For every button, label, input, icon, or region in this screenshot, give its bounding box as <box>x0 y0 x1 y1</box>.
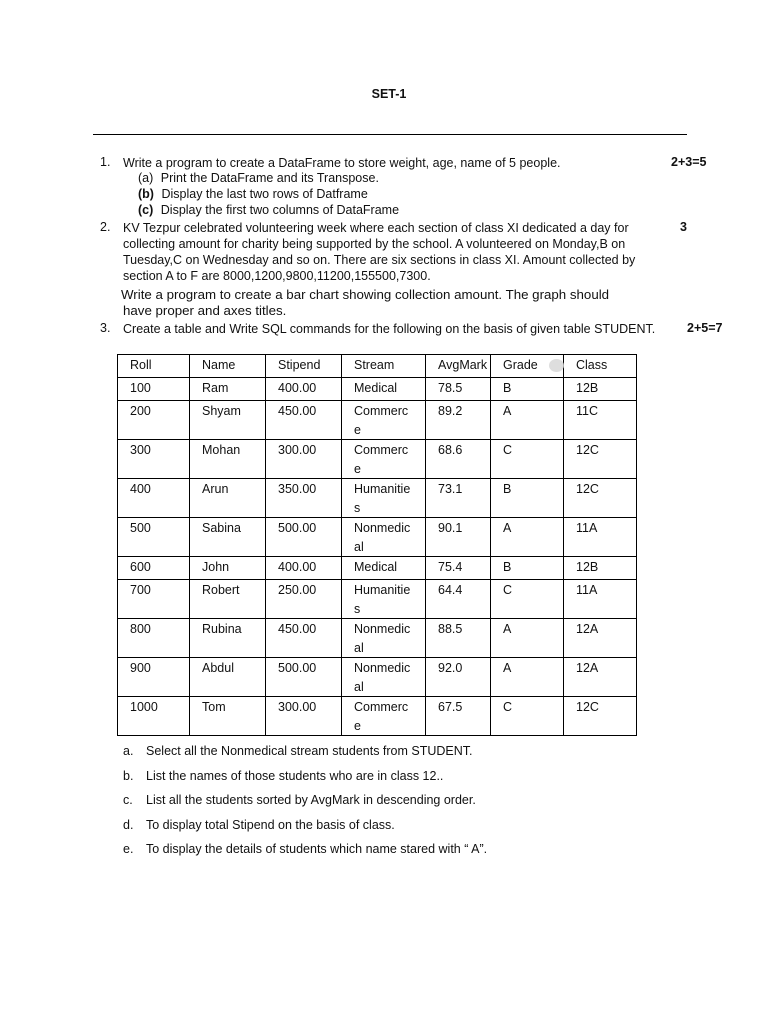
table-cell-stream <box>342 440 426 479</box>
table-cell-roll: 800 <box>118 619 190 658</box>
q2-number: 2. <box>100 220 111 234</box>
list-item-text: To display the details of students which name stared with “ A”. <box>146 842 488 856</box>
q2-line: collecting amount for charity being supported by the school. A volunteered on Monday,B on <box>123 237 626 251</box>
table-cell-stipend: 450.00 <box>266 401 342 440</box>
table-cell-name: Sabina <box>190 518 266 557</box>
table-cell-stipend: 250.00 <box>266 580 342 619</box>
table-row <box>118 697 637 736</box>
table-cell-cls: 12C <box>564 697 637 736</box>
q1-marks: 2+3=5 <box>671 155 707 169</box>
list-item-text: Select all the Nonmedical stream students from STUDENT. <box>146 744 473 758</box>
table-cell-cls: 12B <box>564 557 637 580</box>
table-cell-grade: C <box>491 697 564 736</box>
table-cell-stream <box>342 378 426 401</box>
stream-line-wrap: e <box>354 461 361 476</box>
table-cell-cls: 12B <box>564 378 637 401</box>
title-divider <box>93 134 687 135</box>
q1-part-text: Print the DataFrame and its Transpose. <box>160 171 379 185</box>
stream-line: Commerc <box>354 404 409 418</box>
table-row <box>118 479 637 518</box>
stream-line: Commerc <box>354 700 409 714</box>
table-cell-name: Shyam <box>190 401 266 440</box>
table-cell-name: Abdul <box>190 658 266 697</box>
stream-line: Nonmedic <box>354 661 411 675</box>
table-cell-stream <box>342 619 426 658</box>
q1-part-label: (b) <box>138 187 154 201</box>
table-cell-avg: 68.6 <box>426 440 491 479</box>
list-item-text: List the names of those students who are in class 12.. <box>146 768 444 783</box>
table-cell-stipend: 400.00 <box>266 378 342 401</box>
stream-line-wrap: s <box>354 601 361 616</box>
table-cell-roll: 700 <box>118 580 190 619</box>
table-cell-roll: 200 <box>118 401 190 440</box>
table-cell-stream <box>342 557 426 580</box>
table-row <box>118 378 637 401</box>
table-cell-name: Mohan <box>190 440 266 479</box>
table-cell-stream <box>342 518 426 557</box>
q2-line: section A to F are 8000,1200,9800,11200,155500,7300. <box>123 269 431 283</box>
sql-question-list <box>123 744 683 864</box>
stream-line: Nonmedic <box>354 521 411 535</box>
table-cell-stream <box>342 697 426 736</box>
table-cell-cls: 11C <box>564 401 637 440</box>
table-row <box>118 440 637 479</box>
table-cell-stipend: 500.00 <box>266 658 342 697</box>
table-cell-name: Rubina <box>190 619 266 658</box>
table-cell-stream <box>342 479 426 518</box>
table-cell-roll: 400 <box>118 479 190 518</box>
table-cell-avg: 90.1 <box>426 518 491 557</box>
table-cell-stipend: 500.00 <box>266 518 342 557</box>
table-cell-grade: B <box>491 557 564 580</box>
table-row <box>118 401 637 440</box>
list-item-text: To display total Stipend on the basis of class. <box>146 817 395 832</box>
stream-line: Humanitie <box>354 482 411 496</box>
stream-line: Nonmedic <box>354 622 411 636</box>
table-row <box>118 557 637 580</box>
table-cell-roll: 1000 <box>118 697 190 736</box>
list-item-label: b. <box>123 768 134 783</box>
table-cell-roll: 500 <box>118 518 190 557</box>
table-cell-roll: 100 <box>118 378 190 401</box>
table-cell-stipend: 350.00 <box>266 479 342 518</box>
header-cell: Name <box>190 355 266 378</box>
q1-text: Write a program to create a DataFrame to store weight, age, name of 5 people. <box>123 156 561 170</box>
list-item-label: a. <box>123 744 134 758</box>
table-cell-roll: 900 <box>118 658 190 697</box>
q1-part-c <box>138 203 399 217</box>
table-cell-stipend: 300.00 <box>266 697 342 736</box>
table-cell-stream <box>342 401 426 440</box>
q3-number: 3. <box>100 321 111 335</box>
table-cell-cls: 11A <box>564 518 637 557</box>
table-cell-avg: 75.4 <box>426 557 491 580</box>
table-cell-grade: C <box>491 580 564 619</box>
header-cell: Grade <box>491 355 564 378</box>
header-cell: Roll <box>118 355 190 378</box>
list-item-text: List all the students sorted by AvgMark in descending order. <box>146 793 476 807</box>
table-cell-grade: A <box>491 401 564 440</box>
table-cell-avg: 78.5 <box>426 378 491 401</box>
list-item-label: d. <box>123 817 134 832</box>
table-cell-name: Arun <box>190 479 266 518</box>
table-cell-stream <box>342 580 426 619</box>
list-item-label: e. <box>123 842 134 856</box>
table-cell-grade: C <box>491 440 564 479</box>
table-cell-stipend: 300.00 <box>266 440 342 479</box>
table-cell-roll: 600 <box>118 557 190 580</box>
table-cell-avg: 64.4 <box>426 580 491 619</box>
q2-line: KV Tezpur celebrated volunteering week where each section of class XI dedicated a day for <box>123 221 629 235</box>
q3-marks: 2+5=7 <box>687 321 723 335</box>
stream-line: Humanitie <box>354 583 411 597</box>
table-cell-cls: 12C <box>564 440 637 479</box>
header-cell: Stream <box>342 355 426 378</box>
q1-part-b <box>138 187 368 201</box>
table-cell-grade: A <box>491 619 564 658</box>
table-cell-avg: 73.1 <box>426 479 491 518</box>
stream-line: Commerc <box>354 443 409 457</box>
table-row <box>118 619 637 658</box>
stream-line-wrap: al <box>354 679 364 694</box>
table-cell-name: John <box>190 557 266 580</box>
table-cell-cls: 12A <box>564 619 637 658</box>
list-item-label: c. <box>123 793 133 807</box>
table-row <box>118 518 637 557</box>
table-cell-grade: B <box>491 378 564 401</box>
q1-part-text: Display the last two rows of Datframe <box>161 187 368 201</box>
stream-line-wrap: al <box>354 539 364 554</box>
stream-line-wrap: s <box>354 500 361 515</box>
table-cell-avg: 67.5 <box>426 697 491 736</box>
q1-number: 1. <box>100 155 111 169</box>
header-cell: AvgMark <box>426 355 491 378</box>
stream-line: Medical <box>354 381 398 395</box>
table-cell-stipend: 450.00 <box>266 619 342 658</box>
table-cell-cls: 12A <box>564 658 637 697</box>
header-cell: Stipend <box>266 355 342 378</box>
stream-line-wrap: e <box>354 718 361 733</box>
stream-line-wrap: al <box>354 640 364 655</box>
table-cell-stipend: 400.00 <box>266 557 342 580</box>
table-cell-grade: B <box>491 479 564 518</box>
q2-task-line: have proper and axes titles. <box>123 303 287 318</box>
table-cell-roll: 300 <box>118 440 190 479</box>
table-cell-stream <box>342 658 426 697</box>
table-cell-cls: 12C <box>564 479 637 518</box>
table-cell-avg: 88.5 <box>426 619 491 658</box>
table-cell-avg: 89.2 <box>426 401 491 440</box>
table-cell-name: Tom <box>190 697 266 736</box>
q1-part-a <box>138 171 379 185</box>
q2-line: Tuesday,C on Wednesday and so on. There are six sections in class XI. Amount collected by <box>123 253 636 267</box>
page-title: SET-1 <box>371 87 407 101</box>
ink-smudge <box>549 359 564 372</box>
q1-part-label: (a) <box>138 171 154 185</box>
header-cell: Class <box>564 355 637 378</box>
table-cell-grade: A <box>491 658 564 697</box>
student-table <box>117 354 637 736</box>
q1-part-label: (c) <box>138 203 154 217</box>
table-cell-avg: 92.0 <box>426 658 491 697</box>
stream-line-wrap: e <box>354 422 361 437</box>
table-cell-grade: A <box>491 518 564 557</box>
table-row <box>118 580 637 619</box>
table-cell-cls: 11A <box>564 580 637 619</box>
q2-task-line: Write a program to create a bar chart showing collection amount. The graph should <box>121 287 610 302</box>
table-cell-name: Ram <box>190 378 266 401</box>
stream-line: Medical <box>354 560 398 574</box>
table-row <box>118 658 637 697</box>
table-cell-name: Robert <box>190 580 266 619</box>
q2-marks: 3 <box>680 220 687 234</box>
q3-text: Create a table and Write SQL commands for the following on the basis of given table STUDENT. <box>123 322 656 336</box>
q1-part-text: Display the first two columns of DataFrame <box>160 203 400 217</box>
